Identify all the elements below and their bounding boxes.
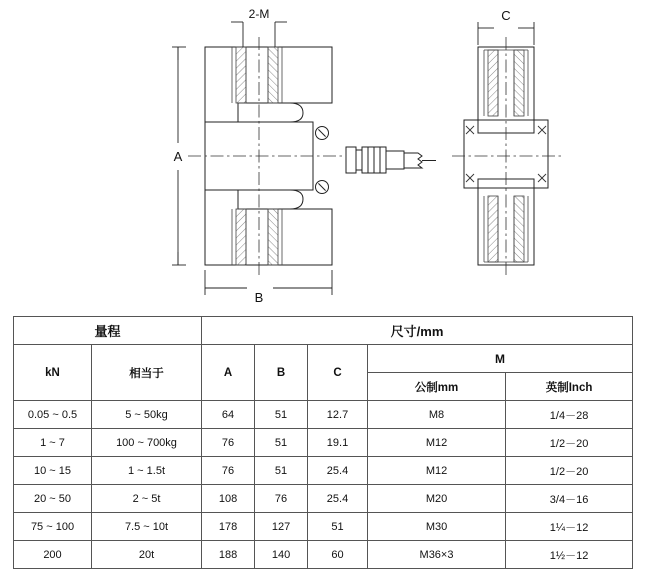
cell-metric: M12: [368, 429, 506, 457]
cell-imperial: 1/2－20: [506, 457, 633, 485]
table-row: [14, 541, 633, 569]
cell-metric: M12: [368, 457, 506, 485]
cell-equivalent: 7.5 ~ 10t: [92, 513, 202, 541]
front-view-cable-gland: [346, 147, 436, 173]
cell-equivalent: 1 ~ 1.5t: [92, 457, 202, 485]
cell-imperial: 1¼－12: [506, 513, 633, 541]
cell-a: 64: [202, 401, 255, 429]
cell-a: 76: [202, 429, 255, 457]
cell-b: 76: [255, 485, 308, 513]
header-m-group: M: [368, 345, 633, 373]
cell-equivalent: 100 ~ 700kg: [92, 429, 202, 457]
thread-callout-label: 2-M: [248, 7, 270, 21]
cell-kn: 0.05 ~ 0.5: [14, 401, 92, 429]
table-row: [14, 401, 633, 429]
cell-b: 51: [255, 429, 308, 457]
cell-a: 76: [202, 457, 255, 485]
header-imperial: 英制Inch: [506, 373, 633, 401]
cell-a: 178: [202, 513, 255, 541]
cell-c: 19.1: [308, 429, 368, 457]
table-header-m-row: [14, 345, 633, 373]
cell-c: 51: [308, 513, 368, 541]
cell-imperial: 3/4－16: [506, 485, 633, 513]
cell-metric: M8: [368, 401, 506, 429]
cell-kn: 10 ~ 15: [14, 457, 92, 485]
header-equivalent: 相当于: [92, 345, 202, 401]
cell-equivalent: 20t: [92, 541, 202, 569]
cell-kn: 200: [14, 541, 92, 569]
cell-metric: M30: [368, 513, 506, 541]
cell-kn: 75 ~ 100: [14, 513, 92, 541]
dimension-a-label: A: [173, 149, 183, 164]
header-a: A: [202, 345, 255, 401]
cell-b: 51: [255, 401, 308, 429]
front-view-screw-marks: [316, 127, 329, 194]
cell-c: 25.4: [308, 457, 368, 485]
cell-equivalent: 5 ~ 50kg: [92, 401, 202, 429]
table-row: [14, 485, 633, 513]
header-kn: kN: [14, 345, 92, 401]
dimension-b-label: B: [254, 290, 264, 305]
dimension-b: [205, 270, 332, 295]
cell-b: 127: [255, 513, 308, 541]
header-dimensions-group: 尺寸/mm: [202, 317, 633, 345]
header-b: B: [255, 345, 308, 401]
specification-table: [13, 316, 633, 569]
table-row: [14, 429, 633, 457]
cell-imperial: 1½－12: [506, 541, 633, 569]
table-row: [14, 457, 633, 485]
cell-c: 60: [308, 541, 368, 569]
cell-b: 51: [255, 457, 308, 485]
cell-imperial: 1/4－28: [506, 401, 633, 429]
header-capacity-group: 量程: [14, 317, 202, 345]
table-header-group-row: [14, 317, 633, 345]
cell-a: 108: [202, 485, 255, 513]
cell-a: 188: [202, 541, 255, 569]
dimension-c-label: C: [501, 8, 511, 23]
cell-metric: M36×3: [368, 541, 506, 569]
cell-equivalent: 2 ~ 5t: [92, 485, 202, 513]
cell-imperial: 1/2－20: [506, 429, 633, 457]
cell-kn: 1 ~ 7: [14, 429, 92, 457]
table-row: [14, 513, 633, 541]
header-c: C: [308, 345, 368, 401]
cell-metric: M20: [368, 485, 506, 513]
cell-c: 25.4: [308, 485, 368, 513]
cell-b: 140: [255, 541, 308, 569]
cell-kn: 20 ~ 50: [14, 485, 92, 513]
header-metric: 公制mm: [368, 373, 506, 401]
cell-c: 12.7: [308, 401, 368, 429]
